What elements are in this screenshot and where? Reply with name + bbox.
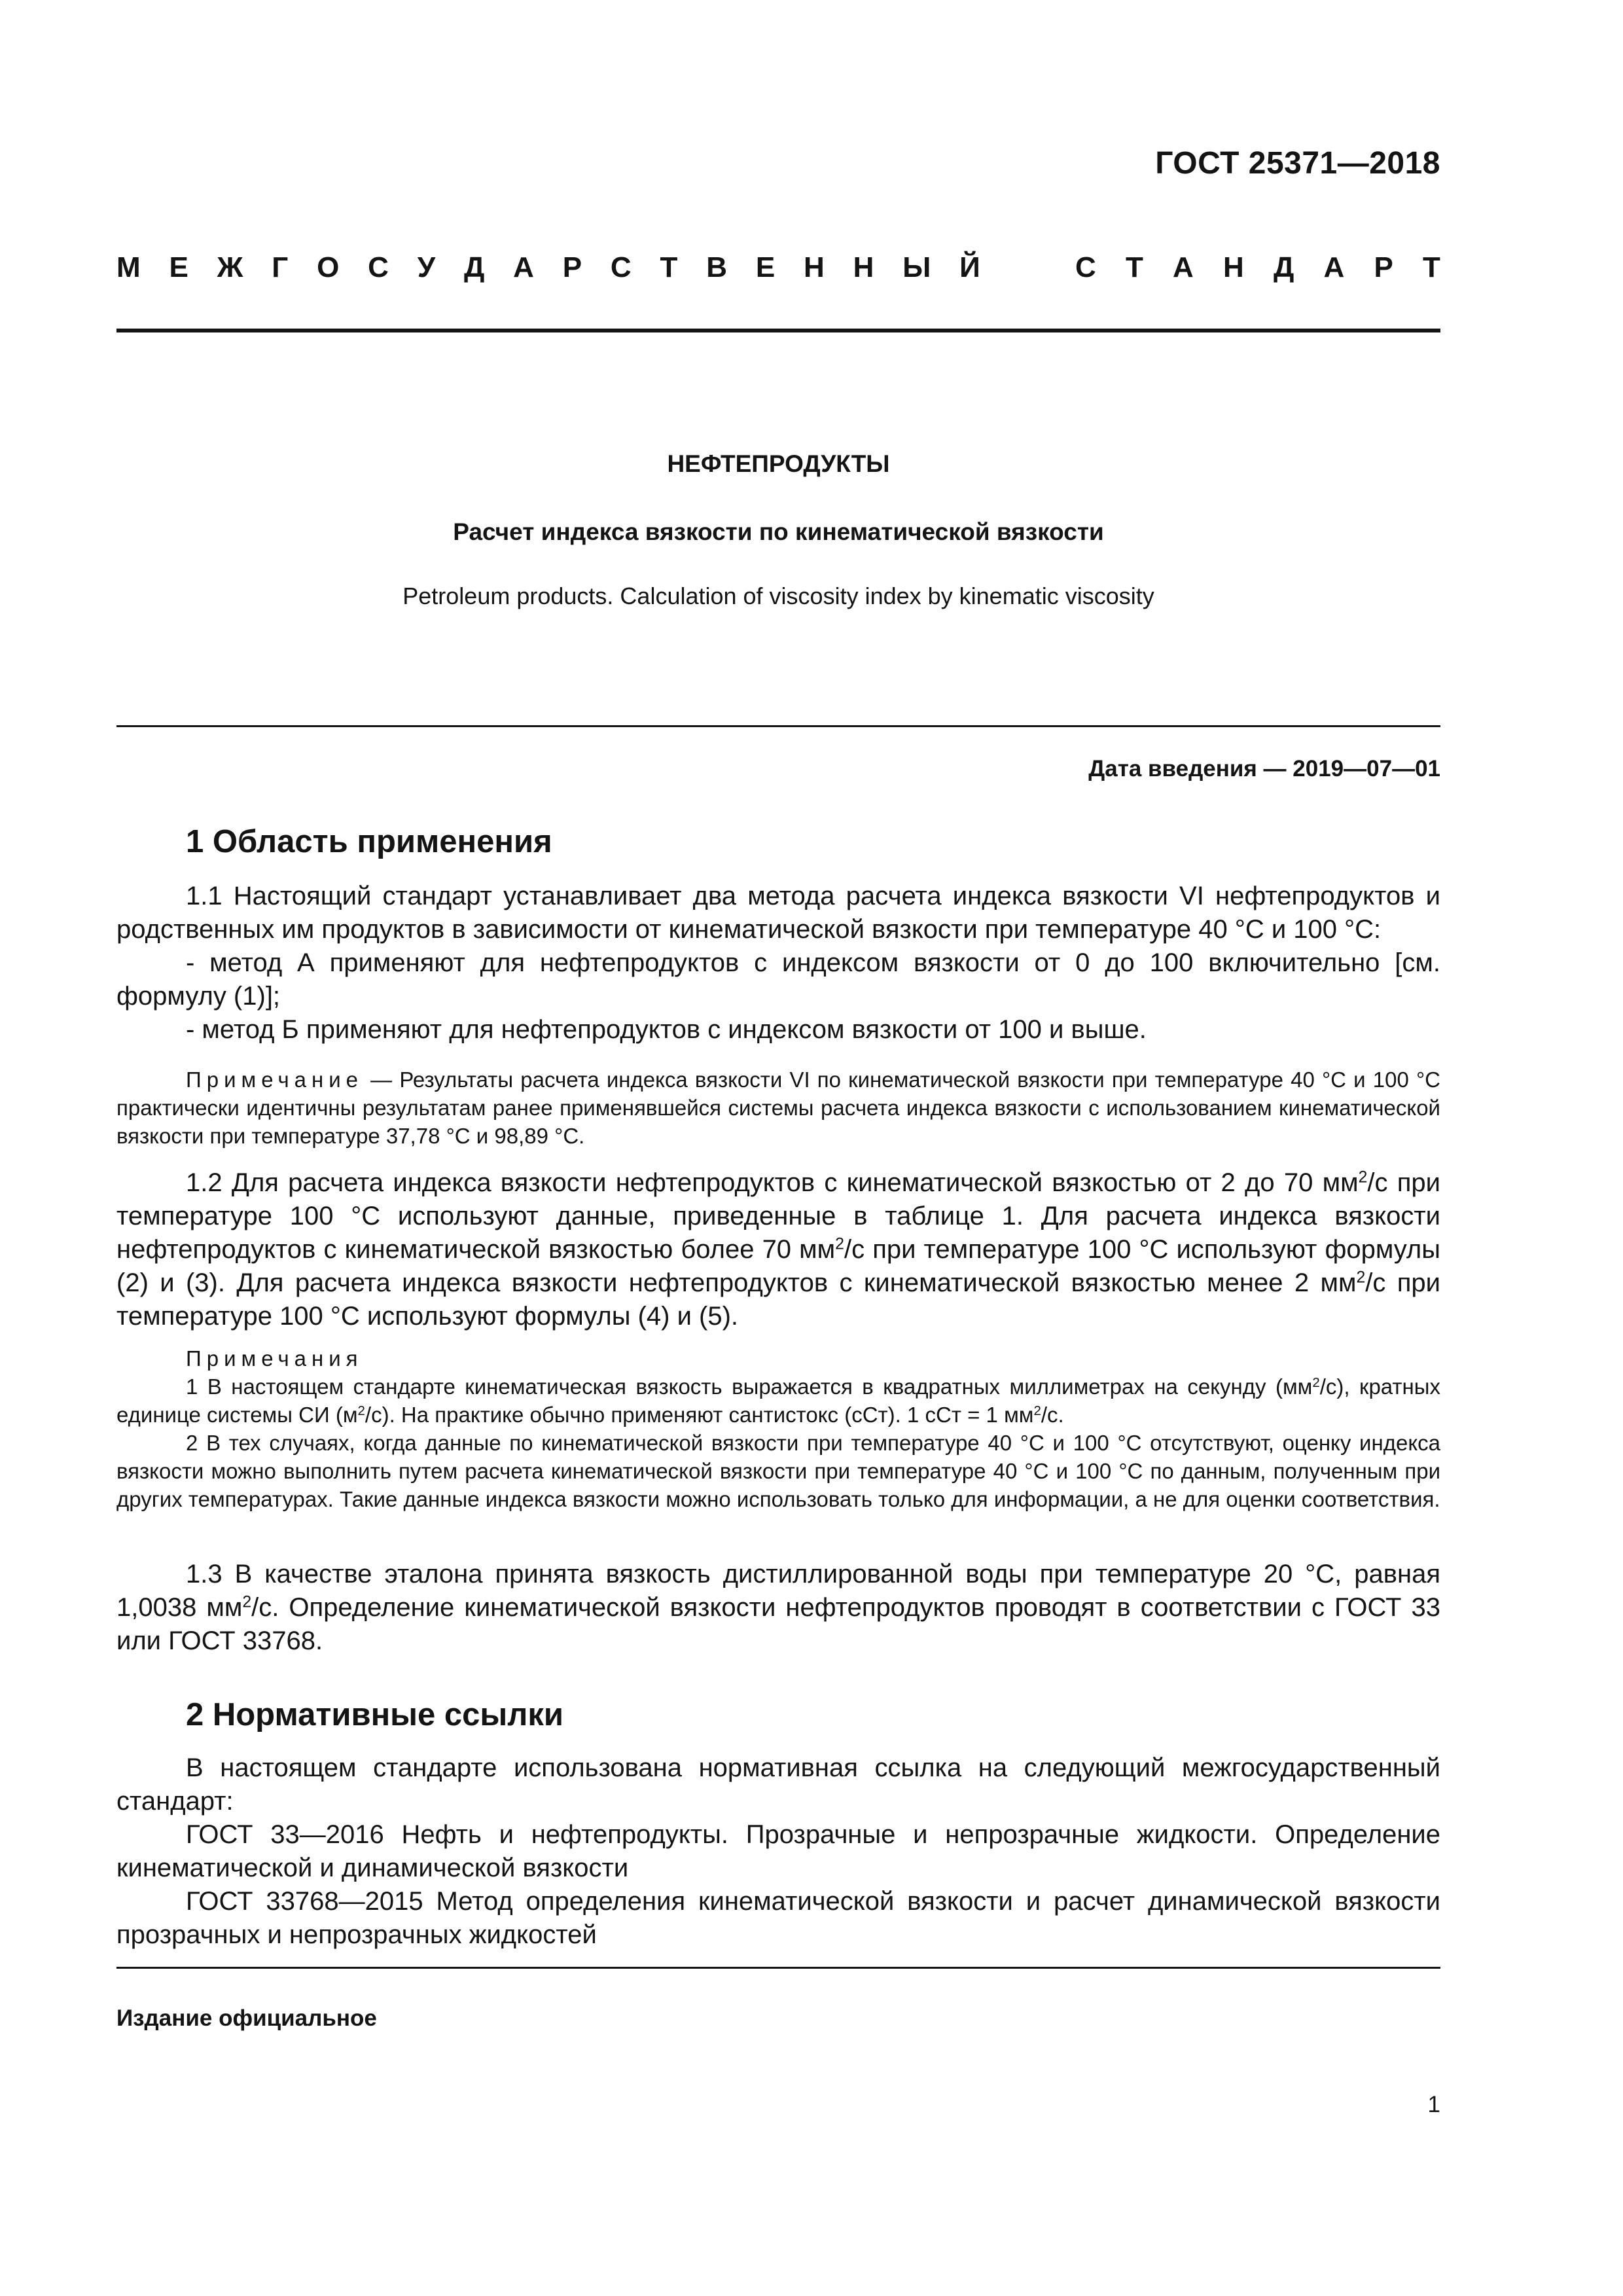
banner-letter: Н [1223,251,1244,283]
banner-letter: Н [853,251,874,283]
introduction-date: Дата введения — 2019—07—01 [1088,756,1440,781]
banner-letter: О [317,251,340,283]
banner-letter: С [1075,251,1096,283]
standard-type-word-interstate [116,251,980,284]
banner-letter: А [1173,251,1194,283]
clause-1-1-method-a: - метод А применяют для нефтепродуктов с индексом вязкости от 0 до 100 включительно [см. формулу (1)]; [116,948,1440,1011]
clause-1-3-text: 1.3 В качестве эталона принята вязкость дистиллированной воды при температуре 20 °C, равная 1,0038 $мм^2/с$. Определение кинематической вязкости нефтепродуктов проводят в соответствии с ГОСТ 33 или ГОСТ 33768. [116,1560,1440,1655]
banner-letter: С [368,251,389,283]
banner-letter: У [417,251,436,283]
note-2-2: 2 В тех случаях, когда данные по кинематической вязкости при температуре 40 °C и 100 °C отсутствуют, оценку индекса вязкости можно выполнить путем расчета кинематической вязкости при температуре 40 °C и 100 °C по данным, полученным при других температурах. Такие данные индекса вязкости можно использовать только для информации, а не для оценки соответствия. [116,1431,1440,1511]
edition-label: Издание официальное [116,2005,377,2031]
note-1-label: Примечание [186,1067,364,1092]
note-2-1: 1 В настоящем стандарте кинематическая вязкость выражается в квадратных миллиметрах на секунду $(мм^2/с)$, кратных единице системы СИ $(м^2/с)$. На практике обычно применяют сантистокс (сСт). 1 сСт = 1 $мм^2/с$. [116,1374,1440,1427]
banner-letter: Д [1273,251,1294,283]
clause-1-2-text: 1.2 Для расчета индекса вязкости нефтепродуктов с кинематической вязкостью от 2 до 70 $мм^2/с$ при температуре 100 °C используют данные, приведенные в таблице 1. Для расчета индекса вязкости нефтепродуктов с кинематической вязкостью более 70 $мм^2/с$ при температуре 100 °C используют формулы (2) и (3). Для расчета индекса вязкости нефтепродуктов с кинематической вязкостью менее 2 $мм^2/с$ при температуре 100 °C используют формулы (4) и (5). [116,1168,1441,1331]
clause-1-1-method-b: - метод Б применяют для нефтепродуктов с индексом вязкости от 100 и выше. [186,1015,1147,1044]
banner-letter: Д [463,251,485,283]
notes-block [116,1344,1440,1513]
banner-letter: С [610,251,632,283]
section-1-heading: 1 Область применения [186,824,552,859]
banner-letter: Р [562,251,582,283]
banner-letter: Е [755,251,776,283]
clause-1-2 [116,1166,1440,1333]
document-page [116,0,1440,2296]
banner-letter: Г [272,251,289,283]
banner-letter: М [116,251,141,283]
note-1-text: — Результаты расчета индекса вязкости VI по кинематической вязкости при температуре 40 °C и 100 °C практически идентичны результатам ранее применявшейся системы расчета индекса вязкости с использованием кинематической вязкости при температуре 37,78 °C и 98,89 °C. [116,1067,1440,1148]
banner-letter: Е [169,251,188,283]
standard-type-word-standard [1075,251,1440,284]
notes-label: Примечания [186,1346,363,1371]
banner-letter: А [1323,251,1345,283]
document-title-english: Petroleum products. Calculation of viscosity index by kinematic viscosity [402,583,1154,609]
reference-gost-33768: ГОСТ 33768—2015 Метод определения кинематической вязкости и расчет динамической вязкости прозрачных и непрозрачных жидкостей [116,1887,1440,1949]
banner-letter: А [513,251,534,283]
banner-letter: Р [1374,251,1393,283]
banner-letter: В [706,251,728,283]
banner-letter: Т [1125,251,1143,283]
section-2-intro: В настоящем стандарте использована нормативная ссылка на следующий межгосударственный стандарт: [116,1753,1440,1816]
clause-1-1 [116,880,1440,1047]
title-rule [116,725,1440,727]
standard-type-banner [116,251,1440,284]
banner-letter: Н [804,251,825,283]
clause-1-3 [116,1558,1440,1658]
section-2-heading: 2 Нормативные ссылки [186,1697,563,1732]
banner-letter: Ж [217,251,243,283]
clause-1-1-text: 1.1 Настоящий стандарт устанавливает два метода расчета индекса вязкости VI нефтепродуктов и родственных им продуктов в зависимости от кинематической вязкости при температуре 40 °C и 100 °C: [116,882,1440,944]
header-rule [116,329,1440,332]
note-1 [116,1066,1440,1150]
banner-letter: Т [660,251,678,283]
document-subtitle: Расчет индекса вязкости по кинематической вязкости [453,518,1104,545]
page-number: 1 [1427,2092,1440,2117]
document-title: НЕФТЕПРОДУКТЫ [667,450,890,477]
footer-rule [116,1967,1440,1969]
banner-letter: Т [1423,251,1440,283]
section-2-body [116,1751,1440,1952]
document-number: ГОСТ 25371—2018 [1155,146,1440,181]
banner-letter: Й [959,251,980,283]
banner-letter: Ы [902,251,931,283]
reference-gost-33: ГОСТ 33—2016 Нефть и нефтепродукты. Прозрачные и непрозрачные жидкости. Определение кинематической и динамической вязкости [116,1820,1440,1882]
